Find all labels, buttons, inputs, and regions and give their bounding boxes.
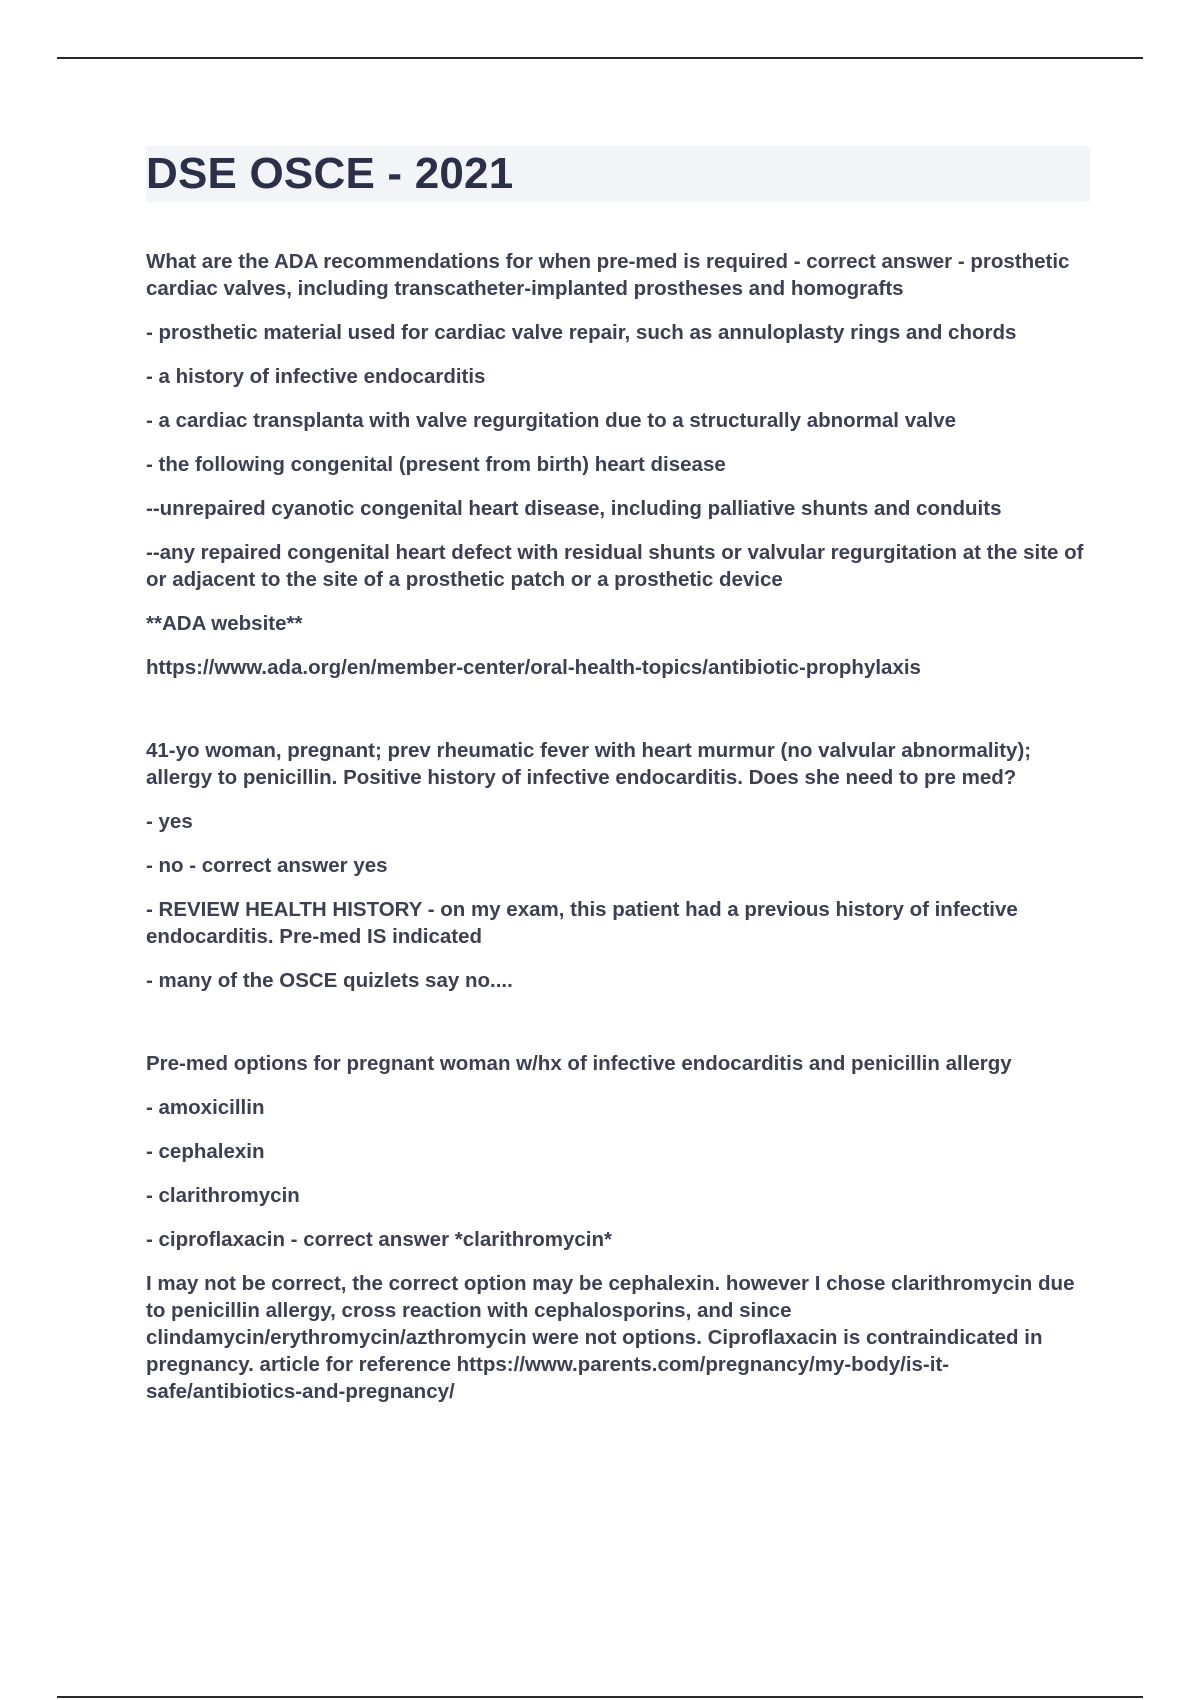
qa-card-3: [146, 1050, 1090, 1405]
answer-line: --any repaired congenital heart defect with residual shunts or valvular regurgitation at the site of or adjacent to the site of a prosthetic patch or a prosthetic device: [146, 541, 1084, 591]
answer-line: - a cardiac transplanta with valve regurgitation due to a structurally abnormal valve: [146, 409, 956, 432]
answer-line: - yes: [146, 810, 193, 833]
answer-line: - many of the OSCE quizlets say no....: [146, 969, 513, 992]
qa-card-1: [146, 248, 1090, 681]
qa-card-2: [146, 737, 1090, 994]
question-text: What are the ADA recommendations for when pre-med is required - correct answer - prosthetic cardiac valves, including transcatheter-implanted prostheses and homografts: [146, 250, 1070, 300]
answer-line: - prosthetic material used for cardiac valve repair, such as annuloplasty rings and chords: [146, 321, 1017, 344]
answer-line: - REVIEW HEALTH HISTORY - on my exam, this patient had a previous history of infective endocarditis. Pre-med IS indicated: [146, 898, 1018, 948]
footer-rule: [57, 1696, 1143, 1698]
answer-line: - amoxicillin: [146, 1096, 265, 1119]
answer-note: I may not be correct, the correct option may be cephalexin. however I chose clarithromycin due to penicillin allergy, cross reaction with cephalosporins, and since clindamycin/erythromycin/azthromycin were not options. Ciproflaxacin is contraindicated in pregnancy. article for reference https://www.parents.com/pregnancy/my-body/is-it-safe/antibiotics-and-pregnancy/: [146, 1272, 1075, 1403]
document-body: [146, 146, 1090, 1422]
answer-line: - a history of infective endocarditis: [146, 365, 486, 388]
reference-link: https://www.ada.org/en/member-center/oral-health-topics/antibiotic-prophylaxis: [146, 656, 921, 679]
answer-line: --unrepaired cyanotic congenital heart disease, including palliative shunts and conduits: [146, 497, 1002, 520]
header-rule: [57, 57, 1143, 59]
answer-line: **ADA website**: [146, 612, 303, 635]
answer-line: - no - correct answer yes: [146, 854, 388, 877]
answer-line: - ciproflaxacin - correct answer *clarithromycin*: [146, 1228, 612, 1251]
answer-line: - the following congenital (present from birth) heart disease: [146, 453, 726, 476]
title-banner: [146, 146, 1090, 202]
document-title: DSE OSCE - 2021: [146, 149, 514, 198]
question-text: Pre-med options for pregnant woman w/hx of infective endocarditis and penicillin allergy: [146, 1052, 1012, 1075]
question-text: 41-yo woman, pregnant; prev rheumatic fever with heart murmur (no valvular abnormality); allergy to penicillin. Positive history of infective endocarditis. Does she need to pre med?: [146, 739, 1032, 789]
answer-line: - cephalexin: [146, 1140, 265, 1163]
answer-line: - clarithromycin: [146, 1184, 300, 1207]
